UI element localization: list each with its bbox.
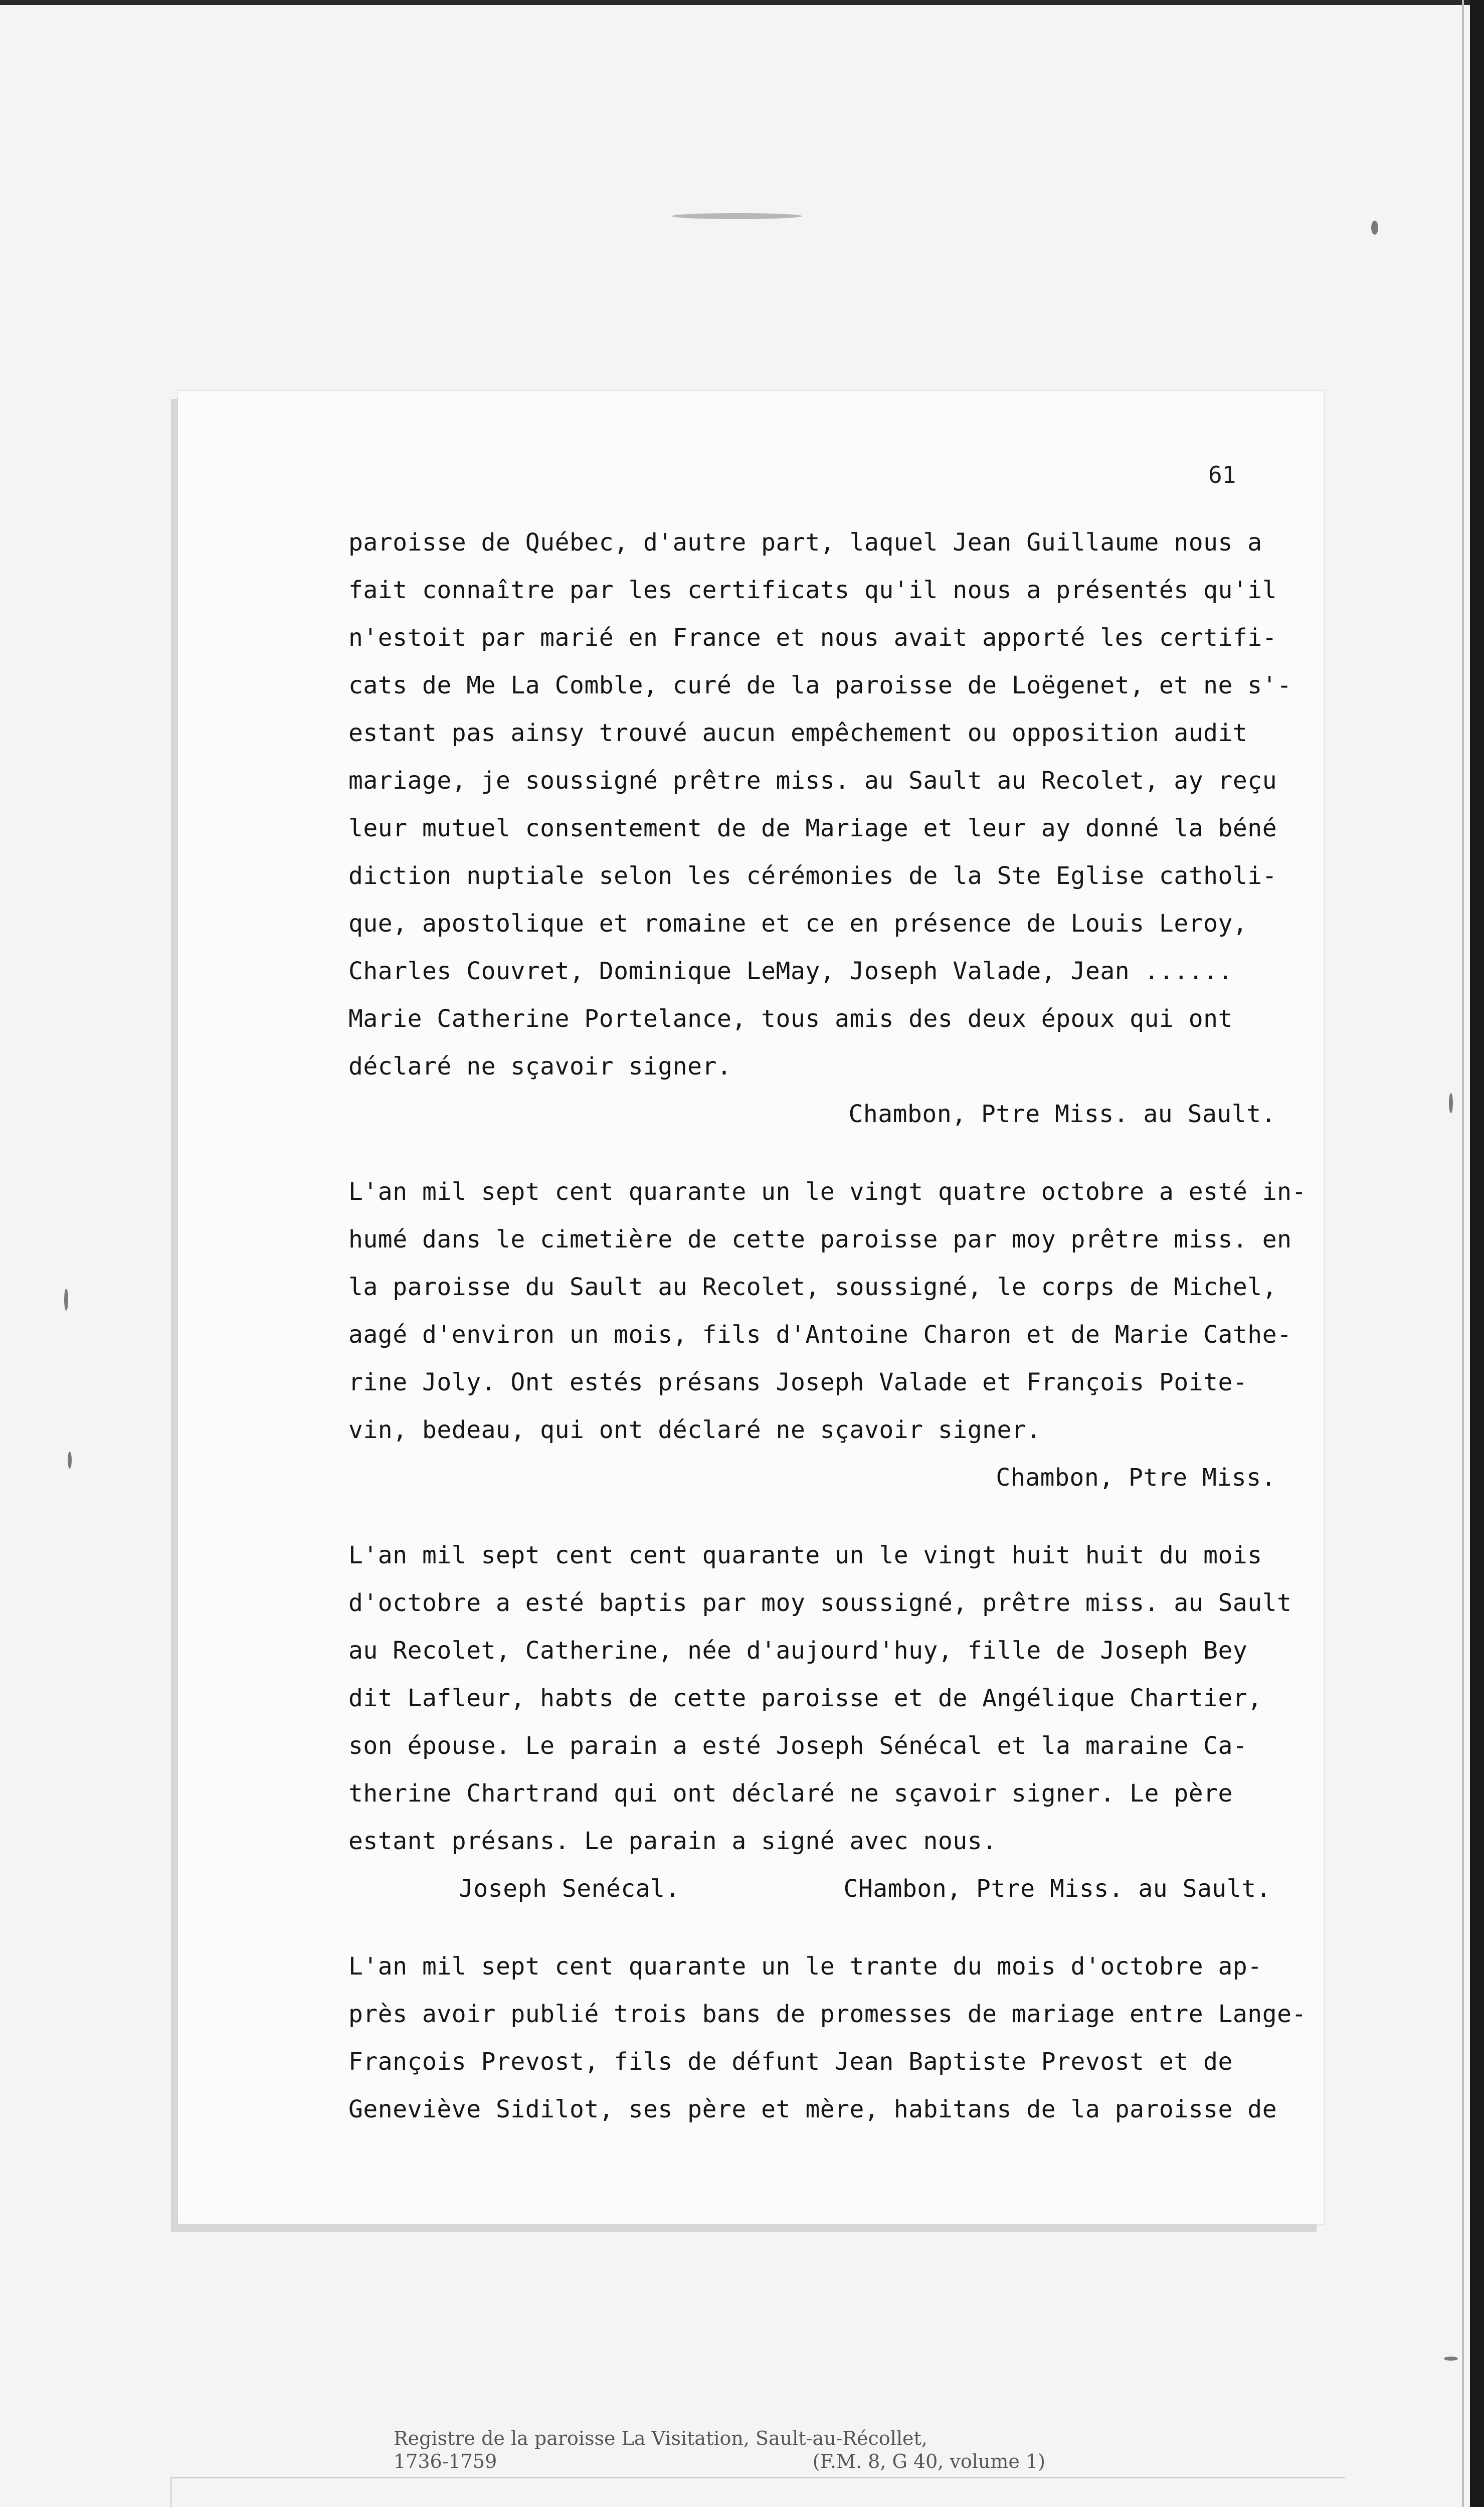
- text-line: près avoir publié trois bans de promesses de mariage entre Lange-: [348, 2000, 1307, 2028]
- signature: Chambon, Ptre Miss.: [996, 1464, 1276, 1492]
- speck-mark: [672, 213, 802, 219]
- text-line: mariage, je soussigné prêtre miss. au Sault au Recolet, ay reçu: [348, 767, 1277, 795]
- text-line: aagé d'environ un mois, fils d'Antoine Charon et de Marie Cathe-: [348, 1321, 1292, 1349]
- signature: Chambon, Ptre Miss. au Sault.: [848, 1100, 1276, 1128]
- text-line: L'an mil sept cent quarante un le trante du mois d'octobre ap-: [348, 1952, 1262, 1981]
- text-line: Geneviève Sidilot, ses père et mère, habitans de la paroisse de: [348, 2095, 1277, 2123]
- caption-dates: 1736-1759: [394, 2450, 497, 2472]
- speck-mark: [64, 1289, 68, 1311]
- signature-left: Joseph Senécal.: [459, 1875, 680, 1903]
- speck-mark: [1444, 2357, 1458, 2361]
- text-line: au Recolet, Catherine, née d'aujourd'huy, fille de Joseph Bey: [348, 1637, 1248, 1665]
- text-line: dit Lafleur, habts de cette paroisse et de Angélique Chartier,: [348, 1684, 1262, 1712]
- speck-mark: [68, 1452, 72, 1469]
- text-line: humé dans le cimetière de cette paroisse par moy prêtre miss. en: [348, 1225, 1292, 1254]
- text-line: therine Chartrand qui ont déclaré ne sçavoir signer. Le père: [348, 1779, 1233, 1808]
- frame-inner-line: [1462, 0, 1464, 2507]
- frame-right-edge: [1470, 0, 1484, 2507]
- signature-right: CHambon, Ptre Miss. au Sault.: [843, 1875, 1271, 1903]
- text-line: Marie Catherine Portelance, tous amis des deux époux qui ont: [348, 1005, 1233, 1033]
- page-number: 61: [1208, 461, 1236, 488]
- speck-mark: [1371, 221, 1378, 235]
- frame-top-edge: [0, 0, 1484, 5]
- text-line: vin, bedeau, qui ont déclaré ne sçavoir signer.: [348, 1416, 1041, 1444]
- archives-stamp: [170, 2477, 1345, 2507]
- text-line: d'octobre a esté baptis par moy soussigné, prêtre miss. au Sault: [348, 1589, 1292, 1617]
- source-caption: [394, 2427, 1045, 2473]
- text-line: fait connaître par les certificats qu'il nous a présentés qu'il: [348, 576, 1277, 604]
- text-line: rine Joly. Ont estés présans Joseph Valade et François Poite-: [348, 1368, 1248, 1396]
- caption-reference: (F.M. 8, G 40, volume 1): [812, 2450, 1045, 2472]
- register-page: [178, 391, 1324, 2224]
- caption-line-1: Registre de la paroisse La Visitation, Sault-au-Récollet,: [394, 2427, 928, 2449]
- speck-mark: [1449, 1093, 1453, 1113]
- text-line: n'estoit par marié en France et nous avait apporté les certifi-: [348, 624, 1277, 652]
- text-line: leur mutuel consentement de de Mariage et leur ay donné la béné: [348, 814, 1277, 842]
- text-line: la paroisse du Sault au Recolet, soussigné, le corps de Michel,: [348, 1273, 1277, 1301]
- text-line: son épouse. Le parain a esté Joseph Sénécal et la maraine Ca-: [348, 1732, 1248, 1760]
- signature-row: [348, 1865, 1281, 1913]
- caption-line-2: [394, 2450, 1045, 2473]
- text-line: déclaré ne sçavoir signer.: [348, 1052, 732, 1081]
- text-line: Charles Couvret, Dominique LeMay, Joseph Valade, Jean ......: [348, 957, 1233, 985]
- text-line: diction nuptiale selon les cérémonies de la Ste Eglise catholi-: [348, 862, 1277, 890]
- text-line: que, apostolique et romaine et ce en présence de Louis Leroy,: [348, 910, 1248, 938]
- text-line: cats de Me La Comble, curé de la paroisse de Loëgenet, et ne s'-: [348, 671, 1292, 699]
- text-line: L'an mil sept cent quarante un le vingt quatre octobre a esté in-: [348, 1178, 1307, 1206]
- text-line: François Prevost, fils de défunt Jean Baptiste Prevost et de: [348, 2048, 1233, 2076]
- register-text: [348, 519, 1307, 2133]
- text-line: estant présans. Le parain a signé avec nous.: [348, 1827, 997, 1855]
- text-line: L'an mil sept cent cent quarante un le vingt huit huit du mois: [348, 1541, 1262, 1569]
- text-line: paroisse de Québec, d'autre part, laquel Jean Guillaume nous a: [348, 528, 1262, 557]
- text-line: estant pas ainsy trouvé aucun empêchement ou opposition audit: [348, 719, 1248, 747]
